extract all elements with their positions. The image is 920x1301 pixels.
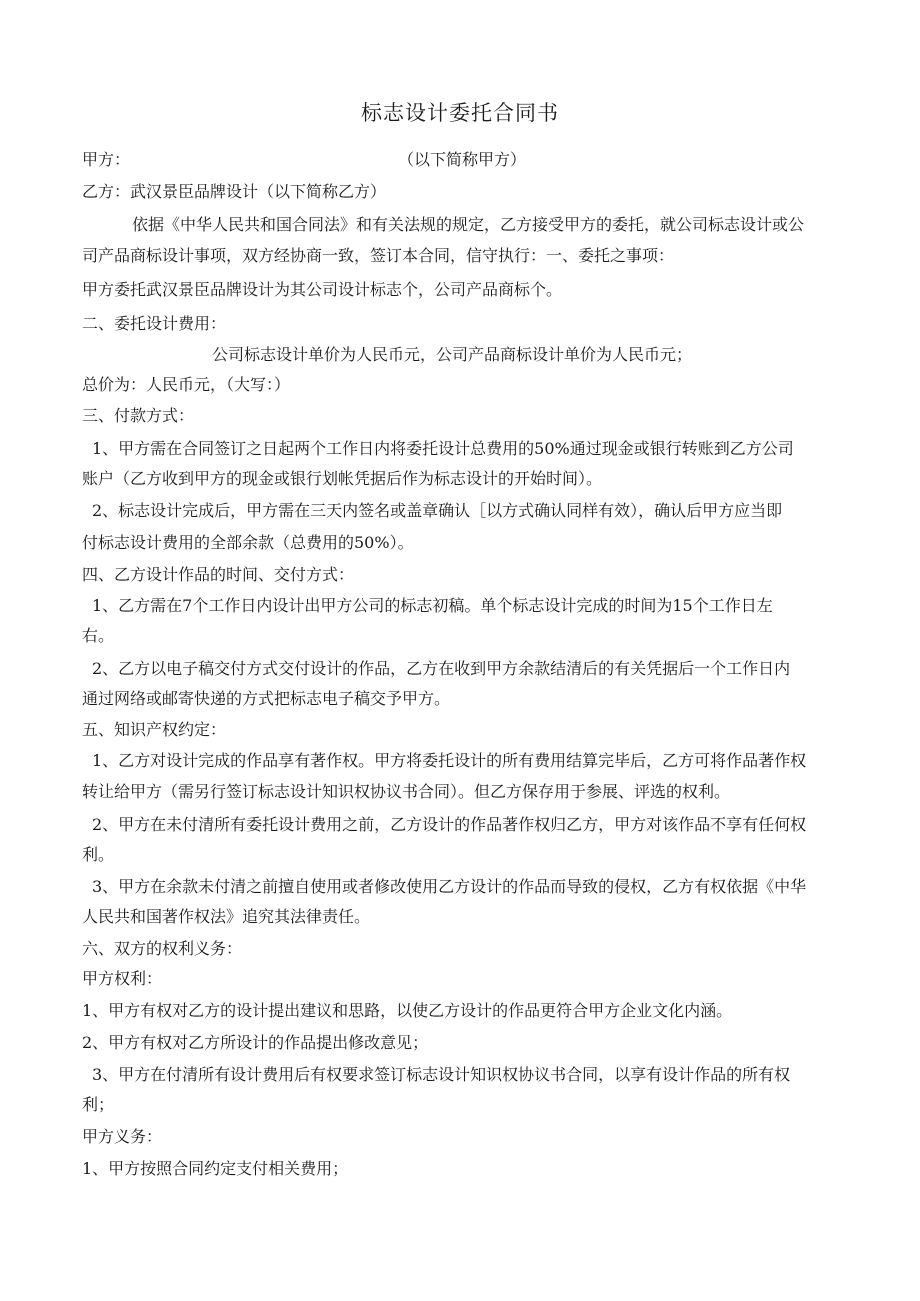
payment-1-line-1: 1、甲方需在合同签订之日起两个工作日内将委托设计总费用的50%通过现金或银行转账到乙方公司 (92, 439, 794, 458)
party-b-line: 乙方：武汉景臣品牌设计（以下简称乙方） (82, 182, 387, 201)
time-1-line-1: 1、乙方需在7个工作日内设计出甲方公司的标志初稿。单个标志设计完成的时间为15个工作日左 (92, 596, 773, 615)
ip-3-line-1: 3、甲方在余款未付清之前擅自使用或者修改使用乙方设计的作品而导致的侵权，乙方有权依据《中华 (92, 877, 807, 896)
section-6-heading: 六、双方的权利义务： (82, 939, 243, 958)
party-a-right-2: 2、甲方有权对乙方所设计的作品提出修改意见； (82, 1033, 429, 1052)
ip-3-line-2: 人民共和国著作权法》追究其法律责任。 (82, 907, 371, 926)
ip-2-line-1: 2、甲方在未付清所有委托设计费用之前，乙方设计的作品著作权归乙方，甲方对该作品不享有任何权 (92, 815, 807, 834)
document-title: 标志设计委托合同书 (361, 101, 559, 125)
ip-2-line-2: 利。 (82, 845, 115, 864)
fee-line: 公司标志设计单价为人民币元，公司产品商标设计单价为人民币元； (212, 345, 693, 364)
party-a-duties-heading: 甲方义务： (82, 1127, 163, 1146)
time-2-line-1: 2、乙方以电子稿交付方式交付设计的作品，乙方在收到甲方余款结清后的有关凭据后一个工作日内 (92, 659, 791, 678)
commission-line: 甲方委托武汉景臣品牌设计为其公司设计标志个，公司产品商标个。 (82, 280, 563, 299)
time-2-line-2: 通过网络或邮寄快递的方式把标志电子稿交予甲方。 (82, 689, 451, 708)
party-a-duty-1: 1、甲方按照合同约定支付相关费用； (82, 1159, 349, 1178)
payment-2-line-1: 2、标志设计完成后，甲方需在三天内签名或盖章确认［以方式确认同样有效），确认后甲方应当即 (92, 501, 783, 520)
party-a-rights-heading: 甲方权利： (82, 969, 163, 988)
section-2-heading: 二、委托设计费用： (82, 314, 227, 333)
party-a-right-3-line-1: 3、甲方在付清所有设计费用后有权要求签订标志设计知识权协议书合同，以享有设计作品的所有权 (92, 1065, 791, 1084)
payment-1-line-2: 账户（乙方收到甲方的现金或银行划帐凭据后作为标志设计的开始时间）。 (82, 469, 603, 488)
party-a-line (82, 148, 526, 172)
party-a-label: 甲方： (82, 150, 131, 169)
intro-line-2: 司产品商标设计事项，双方经协商一致，签订本合同，信守执行：一、委托之事项： (82, 246, 675, 265)
ip-1-line-2: 转让给甲方（需另行签订标志设计知识权协议书合同）。但乙方保存用于参展、评选的权利。 (82, 782, 731, 801)
total-line: 总价为：人民币元，（大写：） (82, 375, 291, 394)
section-3-heading: 三、付款方式： (82, 406, 195, 425)
payment-2-line-2: 付标志设计费用的全部余款（总费用的50%）。 (82, 533, 414, 552)
intro-line-1: 依据《中华人民共和国合同法》和有关法规的规定，乙方接受甲方的委托，就公司标志设计或公 (132, 215, 805, 234)
time-1-line-2: 右。 (82, 626, 115, 645)
party-a-right-1: 1、甲方有权对乙方的设计提出建议和思路，以使乙方设计的作品更符合甲方企业文化内涵。 (82, 1001, 733, 1020)
section-4-heading: 四、乙方设计作品的时间、交付方式： (82, 565, 355, 584)
section-5-heading: 五、知识产权约定： (82, 720, 227, 739)
ip-1-line-1: 1、乙方对设计完成的作品享有著作权。甲方将委托设计的所有费用结算完毕后，乙方可将作品著作权 (92, 751, 807, 770)
party-a-alias: （以下简称甲方） (398, 150, 527, 169)
party-a-right-3-line-2: 利； (82, 1095, 115, 1114)
